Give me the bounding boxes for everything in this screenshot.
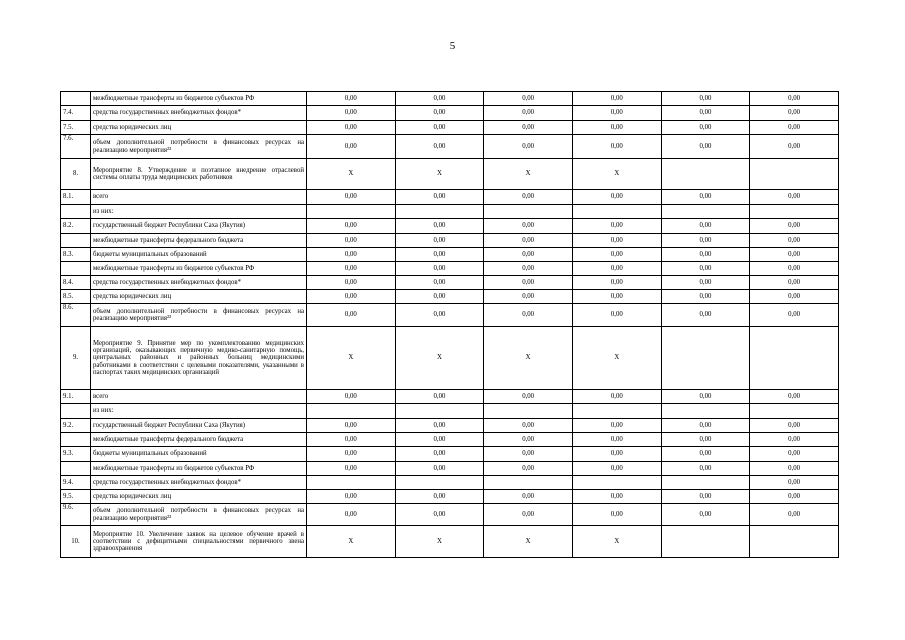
- row-description-cell: бюджеты муниципальных образований: [91, 447, 307, 462]
- value-cell-3: 0,00: [484, 92, 573, 106]
- value-cell-5: 0,00: [661, 462, 750, 476]
- value-cell-5: [661, 159, 750, 190]
- value-cell-6: 0,00: [750, 92, 839, 106]
- value-cell-4: 0,00: [572, 504, 661, 526]
- row-number-cell: 7.5.: [61, 121, 91, 135]
- value-cell-6: 0,00: [750, 276, 839, 290]
- value-cell-5: [661, 205, 750, 219]
- value-cell-6: 0,00: [750, 390, 839, 404]
- value-cell-4: X: [572, 526, 661, 558]
- value-cell-5: 0,00: [661, 504, 750, 526]
- value-cell-2: X: [395, 526, 484, 558]
- value-cell-1: 0,00: [307, 419, 396, 433]
- row-number-cell: [61, 234, 91, 248]
- value-cell-5: 0,00: [661, 219, 750, 234]
- value-cell-4: 0,00: [572, 121, 661, 135]
- value-cell-6: 0,00: [750, 121, 839, 135]
- value-cell-4: [572, 205, 661, 219]
- value-cell-1: [307, 404, 396, 419]
- table-row: [61, 276, 839, 290]
- value-cell-4: 0,00: [572, 276, 661, 290]
- value-cell-5: 0,00: [661, 234, 750, 248]
- value-cell-1: [307, 205, 396, 219]
- row-number-cell: 8.2.: [61, 219, 91, 234]
- value-cell-3: 0,00: [484, 490, 573, 504]
- table-row: [61, 219, 839, 234]
- value-cell-6: [750, 526, 839, 558]
- value-cell-4: 0,00: [572, 419, 661, 433]
- value-cell-2: 0,00: [395, 276, 484, 290]
- value-cell-4: X: [572, 327, 661, 390]
- table-row: [61, 433, 839, 447]
- table-row: [61, 476, 839, 490]
- value-cell-5: 0,00: [661, 390, 750, 404]
- value-cell-5: 0,00: [661, 304, 750, 327]
- value-cell-3: 0,00: [484, 190, 573, 205]
- value-cell-1: 0,00: [307, 92, 396, 106]
- value-cell-5: [661, 476, 750, 490]
- value-cell-5: [661, 526, 750, 558]
- value-cell-6: 0,00: [750, 304, 839, 327]
- value-cell-1: 0,00: [307, 248, 396, 262]
- value-cell-2: 0,00: [395, 504, 484, 526]
- row-description-cell: межбюджетные трансферты из бюджетов субъектов РФ: [91, 462, 307, 476]
- value-cell-6: 0,00: [750, 234, 839, 248]
- row-description-cell: всего: [91, 390, 307, 404]
- row-description-cell: бюджеты муниципальных образований: [91, 248, 307, 262]
- value-cell-2: 0,00: [395, 135, 484, 159]
- value-cell-1: [307, 476, 396, 490]
- value-cell-3: [484, 404, 573, 419]
- table-row: [61, 290, 839, 304]
- value-cell-1: 0,00: [307, 234, 396, 248]
- value-cell-1: 0,00: [307, 135, 396, 159]
- row-number-cell: 8.5.: [61, 290, 91, 304]
- value-cell-6: [750, 159, 839, 190]
- value-cell-2: 0,00: [395, 190, 484, 205]
- table-row: [61, 504, 839, 526]
- value-cell-6: 0,00: [750, 106, 839, 121]
- row-description-cell: средства юридических лиц: [91, 121, 307, 135]
- row-description-cell: государственный бюджет Республики Саха (Якутия): [91, 419, 307, 433]
- value-cell-2: 0,00: [395, 219, 484, 234]
- value-cell-5: 0,00: [661, 190, 750, 205]
- row-number-cell: [61, 433, 91, 447]
- value-cell-3: 0,00: [484, 262, 573, 276]
- table-row: [61, 390, 839, 404]
- value-cell-1: 0,00: [307, 390, 396, 404]
- row-description-cell: межбюджетные трансферты федерального бюджета: [91, 234, 307, 248]
- page-number: 5: [449, 40, 456, 52]
- value-cell-2: 0,00: [395, 462, 484, 476]
- value-cell-5: [661, 327, 750, 390]
- value-cell-3: X: [484, 327, 573, 390]
- value-cell-2: 0,00: [395, 290, 484, 304]
- row-number-cell: 9.3.: [61, 447, 91, 462]
- row-description-cell: Мероприятие 9. Принятие мер по укомплектованию медицинских организаций, оказывающих первичную медико-санитарную помощь, центральных районных и районных больниц медицинскими работниками в соответствии с целевыми показателями, указанными в паспортах таких медицинских организаций: [91, 327, 307, 390]
- value-cell-3: 0,00: [484, 135, 573, 159]
- value-cell-6: 0,00: [750, 447, 839, 462]
- table-row: [61, 526, 839, 558]
- table-row: [61, 190, 839, 205]
- value-cell-6: 0,00: [750, 490, 839, 504]
- value-cell-4: 0,00: [572, 262, 661, 276]
- row-description-cell: межбюджетные трансферты из бюджетов субъектов РФ: [91, 92, 307, 106]
- value-cell-2: 0,00: [395, 433, 484, 447]
- table-row: [61, 92, 839, 106]
- value-cell-3: 0,00: [484, 121, 573, 135]
- value-cell-4: 0,00: [572, 234, 661, 248]
- value-cell-3: [484, 205, 573, 219]
- row-description-cell: государственный бюджет Республики Саха (Якутия): [91, 219, 307, 234]
- table-row: [61, 159, 839, 190]
- row-number-cell: [61, 462, 91, 476]
- row-number-cell: 9.1.: [61, 390, 91, 404]
- value-cell-6: 0,00: [750, 433, 839, 447]
- value-cell-5: 0,00: [661, 447, 750, 462]
- value-cell-2: 0,00: [395, 92, 484, 106]
- value-cell-6: 0,00: [750, 476, 839, 490]
- value-cell-3: 0,00: [484, 106, 573, 121]
- value-cell-2: 0,00: [395, 234, 484, 248]
- row-number-cell: 9.: [61, 327, 91, 390]
- value-cell-4: X: [572, 159, 661, 190]
- value-cell-4: [572, 476, 661, 490]
- row-number-cell: 8.3.: [61, 248, 91, 262]
- row-number-cell: [61, 262, 91, 276]
- value-cell-3: 0,00: [484, 419, 573, 433]
- row-number-cell: 7.6.: [61, 135, 91, 159]
- table-row: [61, 327, 839, 390]
- value-cell-6: [750, 327, 839, 390]
- row-number-cell: 9.5.: [61, 490, 91, 504]
- value-cell-5: 0,00: [661, 121, 750, 135]
- table-row: [61, 462, 839, 476]
- value-cell-2: 0,00: [395, 262, 484, 276]
- value-cell-5: 0,00: [661, 106, 750, 121]
- value-cell-1: 0,00: [307, 490, 396, 504]
- row-description-cell: средства государственных внебюджетных фондов*: [91, 476, 307, 490]
- value-cell-5: 0,00: [661, 92, 750, 106]
- table-body: [61, 92, 839, 558]
- row-number-cell: 8.4.: [61, 276, 91, 290]
- value-cell-4: 0,00: [572, 190, 661, 205]
- row-description-cell: из них:: [91, 205, 307, 219]
- value-cell-1: 0,00: [307, 433, 396, 447]
- value-cell-1: 0,00: [307, 262, 396, 276]
- value-cell-2: 0,00: [395, 248, 484, 262]
- value-cell-3: 0,00: [484, 390, 573, 404]
- value-cell-2: 0,00: [395, 121, 484, 135]
- table-row: [61, 135, 839, 159]
- value-cell-5: 0,00: [661, 290, 750, 304]
- value-cell-5: [661, 404, 750, 419]
- value-cell-3: 0,00: [484, 433, 573, 447]
- row-number-cell: [61, 92, 91, 106]
- row-description-cell: Мероприятие 10. Увеличение заявок на целевое обучение врачей в соответствии с дефицитными специальностями первичного звена здравоохранения: [91, 526, 307, 558]
- table-row: [61, 248, 839, 262]
- value-cell-6: 0,00: [750, 135, 839, 159]
- value-cell-3: X: [484, 159, 573, 190]
- budget-table: [60, 91, 839, 558]
- value-cell-2: 0,00: [395, 419, 484, 433]
- value-cell-1: 0,00: [307, 462, 396, 476]
- table-row: [61, 490, 839, 504]
- value-cell-2: 0,00: [395, 447, 484, 462]
- row-description-cell: всего: [91, 190, 307, 205]
- value-cell-2: [395, 205, 484, 219]
- value-cell-6: 0,00: [750, 248, 839, 262]
- value-cell-3: 0,00: [484, 234, 573, 248]
- value-cell-6: 0,00: [750, 462, 839, 476]
- table-row: [61, 419, 839, 433]
- row-description-cell: из них:: [91, 404, 307, 419]
- value-cell-1: 0,00: [307, 447, 396, 462]
- row-number-cell: 9.2.: [61, 419, 91, 433]
- value-cell-4: 0,00: [572, 433, 661, 447]
- value-cell-1: X: [307, 526, 396, 558]
- row-description-cell: средства юридических лиц: [91, 490, 307, 504]
- value-cell-5: 0,00: [661, 490, 750, 504]
- row-number-cell: 8.6.: [61, 304, 91, 327]
- row-number-cell: 8.: [61, 159, 91, 190]
- value-cell-1: 0,00: [307, 190, 396, 205]
- value-cell-4: 0,00: [572, 290, 661, 304]
- value-cell-6: 0,00: [750, 504, 839, 526]
- value-cell-6: 0,00: [750, 419, 839, 433]
- row-description-cell: объем дополнительной потребности в финансовых ресурсах на реализацию мероприятия²³: [91, 304, 307, 327]
- value-cell-3: [484, 476, 573, 490]
- value-cell-4: 0,00: [572, 304, 661, 327]
- row-number-cell: 10.: [61, 526, 91, 558]
- value-cell-4: 0,00: [572, 135, 661, 159]
- value-cell-2: X: [395, 327, 484, 390]
- table-row: [61, 447, 839, 462]
- value-cell-2: [395, 476, 484, 490]
- value-cell-4: 0,00: [572, 462, 661, 476]
- value-cell-5: 0,00: [661, 135, 750, 159]
- table-row: [61, 262, 839, 276]
- value-cell-5: 0,00: [661, 433, 750, 447]
- value-cell-4: 0,00: [572, 490, 661, 504]
- row-description-cell: средства юридических лиц: [91, 290, 307, 304]
- value-cell-3: 0,00: [484, 276, 573, 290]
- table-row: [61, 205, 839, 219]
- value-cell-4: 0,00: [572, 248, 661, 262]
- value-cell-3: 0,00: [484, 462, 573, 476]
- row-number-cell: [61, 404, 91, 419]
- row-description-cell: средства государственных внебюджетных фондов*: [91, 276, 307, 290]
- value-cell-4: 0,00: [572, 447, 661, 462]
- value-cell-3: 0,00: [484, 248, 573, 262]
- value-cell-2: 0,00: [395, 390, 484, 404]
- row-number-cell: 8.1.: [61, 190, 91, 205]
- value-cell-1: 0,00: [307, 106, 396, 121]
- value-cell-1: 0,00: [307, 219, 396, 234]
- value-cell-3: 0,00: [484, 447, 573, 462]
- value-cell-6: 0,00: [750, 219, 839, 234]
- table-row: [61, 404, 839, 419]
- row-description-cell: межбюджетные трансферты из бюджетов субъектов РФ: [91, 262, 307, 276]
- row-description-cell: межбюджетные трансферты федерального бюджета: [91, 433, 307, 447]
- value-cell-1: 0,00: [307, 276, 396, 290]
- value-cell-5: 0,00: [661, 248, 750, 262]
- value-cell-3: 0,00: [484, 304, 573, 327]
- row-number-cell: 7.4.: [61, 106, 91, 121]
- value-cell-5: 0,00: [661, 276, 750, 290]
- value-cell-1: 0,00: [307, 504, 396, 526]
- value-cell-3: 0,00: [484, 504, 573, 526]
- value-cell-2: X: [395, 159, 484, 190]
- value-cell-4: 0,00: [572, 92, 661, 106]
- value-cell-4: [572, 404, 661, 419]
- value-cell-6: [750, 205, 839, 219]
- table-row: [61, 234, 839, 248]
- row-description-cell: объем дополнительной потребности в финансовых ресурсах на реализацию мероприятия²³: [91, 504, 307, 526]
- row-number-cell: [61, 205, 91, 219]
- value-cell-5: 0,00: [661, 262, 750, 276]
- table-row: [61, 121, 839, 135]
- value-cell-5: 0,00: [661, 419, 750, 433]
- table-row: [61, 304, 839, 327]
- value-cell-4: 0,00: [572, 390, 661, 404]
- row-description-cell: Мероприятие 8. Утверждение и поэтапное внедрение отраслевой системы оплаты труда медицинских работников: [91, 159, 307, 190]
- value-cell-6: [750, 404, 839, 419]
- row-number-cell: 9.6.: [61, 504, 91, 526]
- value-cell-2: [395, 404, 484, 419]
- value-cell-1: X: [307, 327, 396, 390]
- row-description-cell: объем дополнительной потребности в финансовых ресурсах на реализацию мероприятия²³: [91, 135, 307, 159]
- row-description-cell: средства государственных внебюджетных фондов*: [91, 106, 307, 121]
- value-cell-6: 0,00: [750, 262, 839, 276]
- value-cell-2: 0,00: [395, 106, 484, 121]
- value-cell-2: 0,00: [395, 490, 484, 504]
- value-cell-4: 0,00: [572, 219, 661, 234]
- table-row: [61, 106, 839, 121]
- value-cell-1: 0,00: [307, 304, 396, 327]
- value-cell-1: 0,00: [307, 121, 396, 135]
- value-cell-6: 0,00: [750, 290, 839, 304]
- value-cell-3: 0,00: [484, 290, 573, 304]
- value-cell-3: X: [484, 526, 573, 558]
- row-number-cell: 9.4.: [61, 476, 91, 490]
- value-cell-6: 0,00: [750, 190, 839, 205]
- value-cell-1: X: [307, 159, 396, 190]
- value-cell-4: 0,00: [572, 106, 661, 121]
- value-cell-2: 0,00: [395, 304, 484, 327]
- value-cell-1: 0,00: [307, 290, 396, 304]
- value-cell-3: 0,00: [484, 219, 573, 234]
